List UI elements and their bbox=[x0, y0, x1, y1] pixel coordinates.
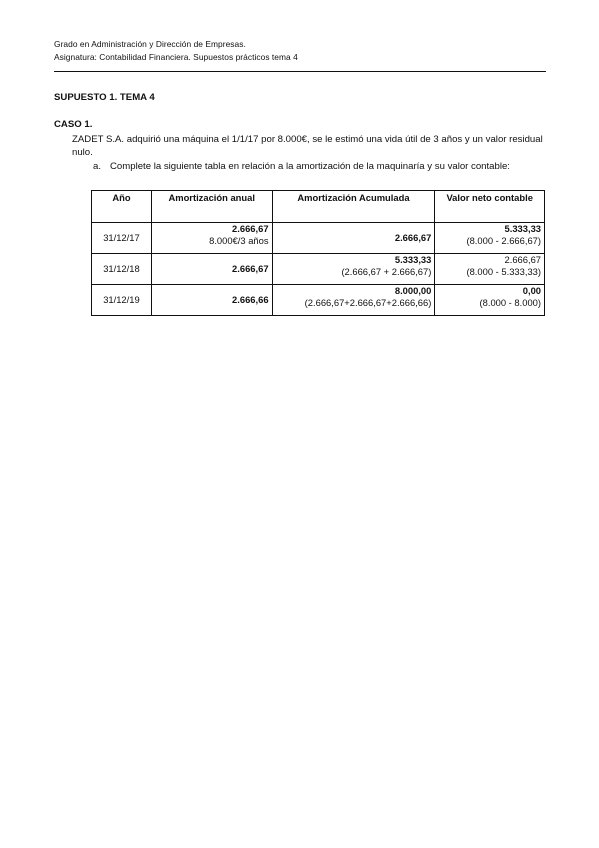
cell-net-value bbox=[435, 223, 545, 254]
cell-annual bbox=[151, 285, 272, 316]
annual-value: 2.666,66 bbox=[232, 294, 269, 306]
accumulated-value: 2.666,67 bbox=[394, 232, 432, 244]
header-degree: Grado en Administración y Dirección de Empresas. bbox=[54, 39, 246, 49]
table-row bbox=[92, 223, 545, 254]
case-title: CASO 1. bbox=[54, 119, 93, 130]
net-value: 2.666,67 bbox=[504, 254, 541, 265]
table-header-row bbox=[92, 191, 545, 223]
cell-year: 31/12/17 bbox=[92, 223, 152, 254]
case-statement: ZADET S.A. adquirió una máquina el 1/1/17 por 8.000€, se le estimó una vida útil de 3 años y un valor residual nulo. bbox=[72, 134, 543, 159]
header-net-value: Valor neto contable bbox=[435, 191, 545, 223]
net-note: (8.000 - 5.333,33) bbox=[466, 265, 541, 277]
list-item-text: Complete la siguiente tabla en relación a la amortización de la maquinaría y su valor contable: bbox=[110, 161, 510, 172]
cell-accumulated bbox=[272, 285, 435, 316]
annual-value: 2.666,67 bbox=[232, 263, 269, 275]
header-annual: Amortización anual bbox=[151, 191, 272, 223]
accumulated-value: 8.000,00 bbox=[394, 285, 432, 296]
cell-annual bbox=[151, 254, 272, 285]
net-note: (8.000 - 2.666,67) bbox=[466, 234, 541, 246]
net-value: 0,00 bbox=[522, 285, 541, 296]
header-rule bbox=[54, 71, 546, 72]
annual-value: 2.666,67 bbox=[232, 223, 269, 234]
section-title: SUPUESTO 1. TEMA 4 bbox=[54, 92, 155, 103]
header-accumulated: Amortización Acumulada bbox=[272, 191, 435, 223]
amortization-table bbox=[91, 190, 545, 316]
net-note: (8.000 - 8.000) bbox=[479, 296, 541, 308]
cell-annual bbox=[151, 223, 272, 254]
accumulated-value: 5.333,33 bbox=[394, 254, 432, 265]
document-header bbox=[54, 38, 298, 63]
cell-year: 31/12/19 bbox=[92, 285, 152, 316]
cell-accumulated bbox=[272, 223, 435, 254]
cell-net-value bbox=[435, 254, 545, 285]
table-row bbox=[92, 285, 545, 316]
annual-note: 8.000€/3 años bbox=[209, 234, 269, 246]
accumulated-note: (2.666,67 + 2.666,67) bbox=[341, 265, 432, 277]
cell-net-value bbox=[435, 285, 545, 316]
header-subject: Asignatura: Contabilidad Financiera. Supuestos prácticos tema 4 bbox=[54, 51, 298, 62]
net-value: 5.333,33 bbox=[504, 223, 541, 234]
table-row bbox=[92, 254, 545, 285]
accumulated-note: (2.666,67+2.666,67+2.666,66) bbox=[304, 296, 432, 308]
list-item-a bbox=[93, 161, 546, 173]
list-marker: a. bbox=[93, 161, 102, 172]
cell-year: 31/12/18 bbox=[92, 254, 152, 285]
cell-accumulated bbox=[272, 254, 435, 285]
header-year: Año bbox=[92, 191, 152, 223]
